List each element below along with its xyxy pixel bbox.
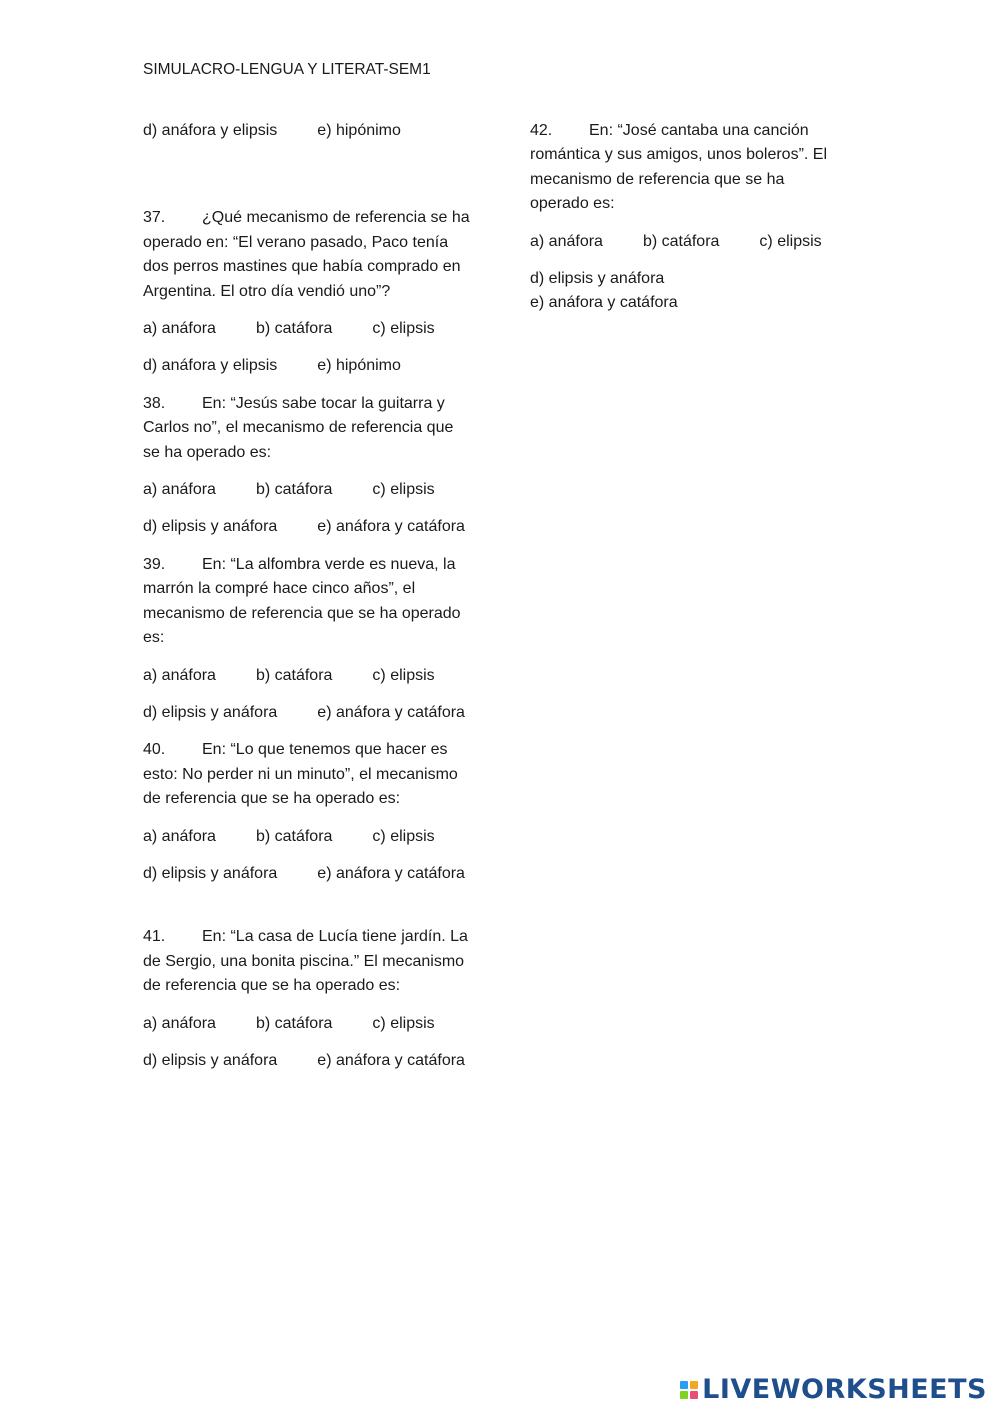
options-row [143,701,473,725]
question-42 [530,119,842,316]
question-number: 42. [530,122,553,139]
question-number: 40. [143,741,166,759]
option-d: d) anáfora y elipsis [143,122,278,139]
options-row [143,354,473,378]
left-column [143,119,473,1086]
option-b: b) catáfora [255,666,333,684]
option-c: c) elipsis [372,827,435,845]
option-c: c) elipsis [372,320,435,338]
options-row [530,267,842,316]
option-e: e) anáfora y catáfora [317,864,465,882]
question-text: En: “José cantaba una canción romántica y sus amigos, unos boleros”. El mecanismo de referencia que se ha operado es: [530,122,828,213]
option-a: a) anáfora [530,232,603,250]
page-header: SIMULACRO-LENGUA Y LITERAT-SEM1 [143,61,431,78]
options-row [530,230,842,254]
option-a: a) anáfora [143,666,216,684]
option-b: b) catáfora [255,481,333,499]
question-text: En: “La casa de Lucía tiene jardín. La de Sergio, una bonita piscina.” El mecanismo de referencia que se ha operado es: [143,928,468,995]
option-c: c) elipsis [759,232,822,250]
option-c: c) elipsis [372,1014,435,1032]
question-number: 39. [143,555,166,573]
option-a: a) anáfora [143,1014,216,1032]
options-row [143,862,473,886]
option-d: d) elipsis y anáfora [143,864,278,882]
option-d: d) anáfora y elipsis [143,357,278,375]
option-d: d) elipsis y anáfora [530,270,665,288]
option-d: d) elipsis y anáfora [143,703,278,721]
logo-text: LIVEWORKSHEETS [702,1374,987,1405]
question-text: En: “La alfombra verde es nueva, la marrón la compré hace cinco años”, el mecanismo de referencia que se ha operado es: [143,555,461,647]
options-row [143,515,473,539]
question-37 [143,206,473,378]
option-c: c) elipsis [372,666,435,684]
question-41 [143,925,473,1073]
option-e: e) hipónimo [317,122,401,139]
question-text: En: “Jesús sabe tocar la guitarra y Carlos no”, el mecanismo de referencia que se ha operado es: [143,394,454,461]
question-text: ¿Qué mecanismo de referencia se ha operado en: “El verano pasado, Paco tenía dos perros mastines que había comprado en Argentina. El otro día vendió uno”? [143,209,470,300]
option-b: b) catáfora [255,827,333,845]
logo-mark-icon [680,1381,698,1399]
option-a: a) anáfora [143,320,216,338]
options-row-continued [143,119,473,143]
option-c: c) elipsis [372,481,435,499]
option-d: d) elipsis y anáfora [143,518,278,536]
options-row [143,478,473,502]
option-e: e) anáfora y catáfora [317,703,465,721]
option-b: b) catáfora [642,232,720,250]
question-39 [143,553,473,725]
option-b: b) catáfora [255,1014,333,1032]
option-b: b) catáfora [255,320,333,338]
option-e: e) hipónimo [317,357,401,375]
question-text: En: “Lo que tenemos que hacer es esto: No perder ni un minuto”, el mecanismo de referencia que se ha operado es: [143,741,458,808]
option-e: e) anáfora y catáfora [317,518,465,536]
question-number: 41. [143,928,166,946]
option-d: d) elipsis y anáfora [143,1051,278,1069]
question-40 [143,738,473,886]
option-a: a) anáfora [143,481,216,499]
option-a: a) anáfora [143,827,216,845]
options-row [143,825,473,849]
options-row [143,1012,473,1036]
question-number: 38. [143,394,166,412]
options-row [143,664,473,688]
liveworksheets-logo [680,1374,987,1405]
option-e: e) anáfora y catáfora [317,1051,465,1069]
options-row [143,1049,473,1073]
right-column [530,119,842,329]
question-38 [143,392,473,540]
options-row [143,317,473,341]
option-e: e) anáfora y catáfora [530,294,678,312]
question-number: 37. [143,209,166,227]
